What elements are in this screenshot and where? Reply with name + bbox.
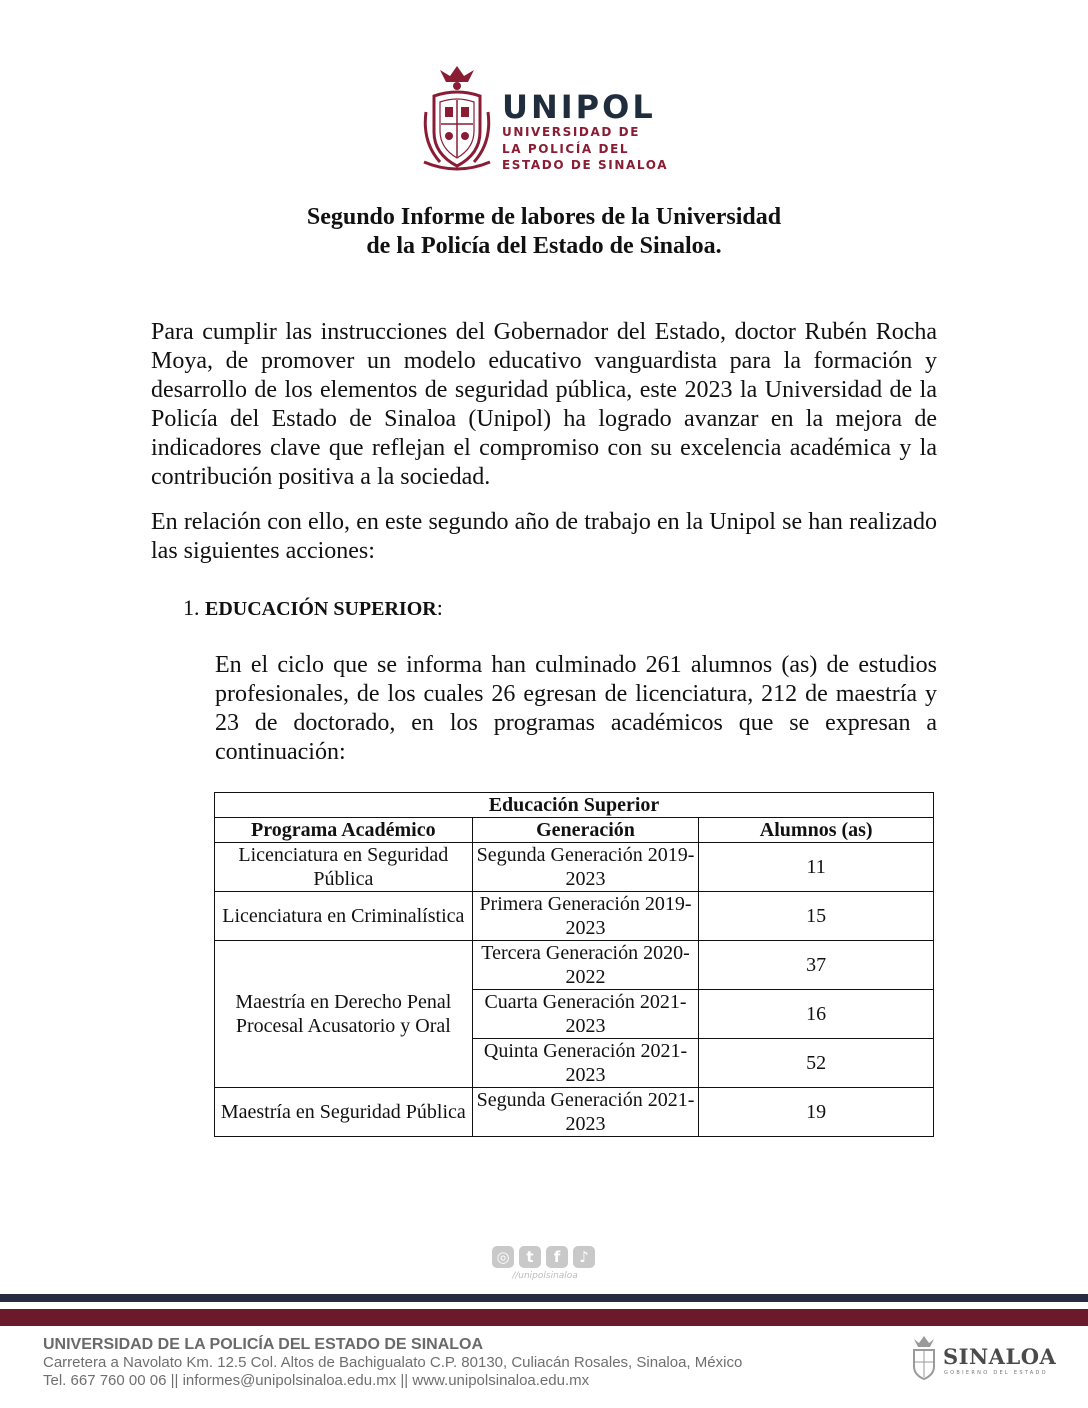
column-header-students: Alumnos (as) [699, 818, 934, 843]
logo-line-3: ESTADO DE SINALOA [502, 158, 669, 172]
social-handle: //unipolsinaloa [512, 1271, 578, 1281]
section-paragraph: En el ciclo que se informa han culminado 261 alumnos (as) de estudios profesionales, de los cuales 26 egresan de licenciatura, 212 de maestría y 23 de doctorado, en los programas académicos que se expresan a continuación: [215, 652, 937, 765]
program-cell: Licenciatura en Seguridad Pública [215, 843, 473, 892]
program-cell: Licenciatura en Criminalística [215, 892, 473, 941]
twitter-icon[interactable]: t [519, 1246, 541, 1268]
column-header-generation: Generación [472, 818, 699, 843]
students-cell: 37 [699, 941, 934, 990]
table-caption-row [215, 793, 934, 818]
footer-address [43, 1335, 742, 1390]
education-table [214, 792, 934, 1137]
generation-cell: Tercera Generación 2020-2022 [472, 941, 699, 990]
tiktok-icon[interactable]: ♪ [573, 1246, 595, 1268]
table-row [215, 941, 934, 990]
logo-line-1: UNIVERSIDAD DE [502, 125, 641, 139]
section-heading [183, 594, 443, 623]
document-title [0, 203, 1088, 261]
unipol-seal-icon [420, 62, 494, 174]
generation-cell: Quinta Generación 2021-2023 [472, 1039, 699, 1088]
section-colon: : [436, 595, 443, 620]
students-cell: 16 [699, 990, 934, 1039]
footer-navy-band [0, 1294, 1088, 1302]
intro-paragraph: Para cumplir las instrucciones del Gobernador del Estado, doctor Rubén Rocha Moya, de promover un modelo educativo vanguardista para la formación y desarrollo de los elementos de seguridad pública, este 2023 la Universidad de la Policía del Estado de Sinaloa (Unipol) ha logrado avanzar en la mejora de indicadores clave que reflejan el compromiso con su excelencia académica y la contribución positiva a la sociedad. [151, 319, 937, 490]
social-links [492, 1246, 600, 1282]
logo-name: UNIPOL [502, 88, 656, 126]
sinaloa-subtitle: GOBIERNO DEL ESTADO [944, 1370, 1048, 1376]
title-line-1: Segundo Informe de labores de la Universidad [306, 204, 782, 230]
program-cell: Maestría en Seguridad Pública [215, 1088, 473, 1137]
column-header-program: Programa Académico [215, 818, 473, 843]
generation-cell: Primera Generación 2019-2023 [472, 892, 699, 941]
generation-cell: Cuarta Generación 2021-2023 [472, 990, 699, 1039]
sinaloa-government-logo [910, 1332, 1057, 1382]
instagram-icon[interactable]: ◎ [492, 1246, 514, 1268]
logo-line-2: LA POLICÍA DEL [502, 141, 630, 156]
unipol-logo [420, 62, 670, 176]
section-number: 1. [183, 595, 200, 620]
facebook-icon[interactable]: f [546, 1246, 568, 1268]
table-row [215, 1088, 934, 1137]
generation-cell: Segunda Generación 2019-2023 [472, 843, 699, 892]
table-header-row [215, 818, 934, 843]
students-cell: 11 [699, 843, 934, 892]
sinaloa-name: SINALOA [943, 1344, 1057, 1369]
generation-cell: Segunda Generación 2021-2023 [472, 1088, 699, 1137]
table-caption: Educación Superior [215, 793, 934, 818]
section-title: EDUCACIÓN SUPERIOR [205, 598, 437, 620]
program-cell: Maestría en Derecho Penal Procesal Acusatorio y Oral [215, 941, 473, 1088]
table-row [215, 843, 934, 892]
students-cell: 52 [699, 1039, 934, 1088]
table-row [215, 892, 934, 941]
students-cell: 19 [699, 1088, 934, 1137]
title-line-2: de la Policía del Estado de Sinaloa. [366, 233, 722, 259]
students-cell: 15 [699, 892, 934, 941]
footer-institution: UNIVERSIDAD DE LA POLICÍA DEL ESTADO DE SINALOA [43, 1336, 484, 1353]
sinaloa-crest-icon [910, 1334, 938, 1380]
footer-contact-line: Tel. 667 760 00 06 || informes@unipolsinaloa.edu.mx || www.unipolsinaloa.edu.mx [43, 1372, 590, 1389]
footer-maroon-band [0, 1309, 1088, 1326]
footer-address-line: Carretera a Navolato Km. 12.5 Col. Altos de Bachigualato C.P. 80130, Culiacán Rosales, Sinaloa, México [43, 1354, 743, 1371]
actions-paragraph: En relación con ello, en este segundo año de trabajo en la Unipol se han realizado las siguientes acciones: [151, 509, 937, 564]
